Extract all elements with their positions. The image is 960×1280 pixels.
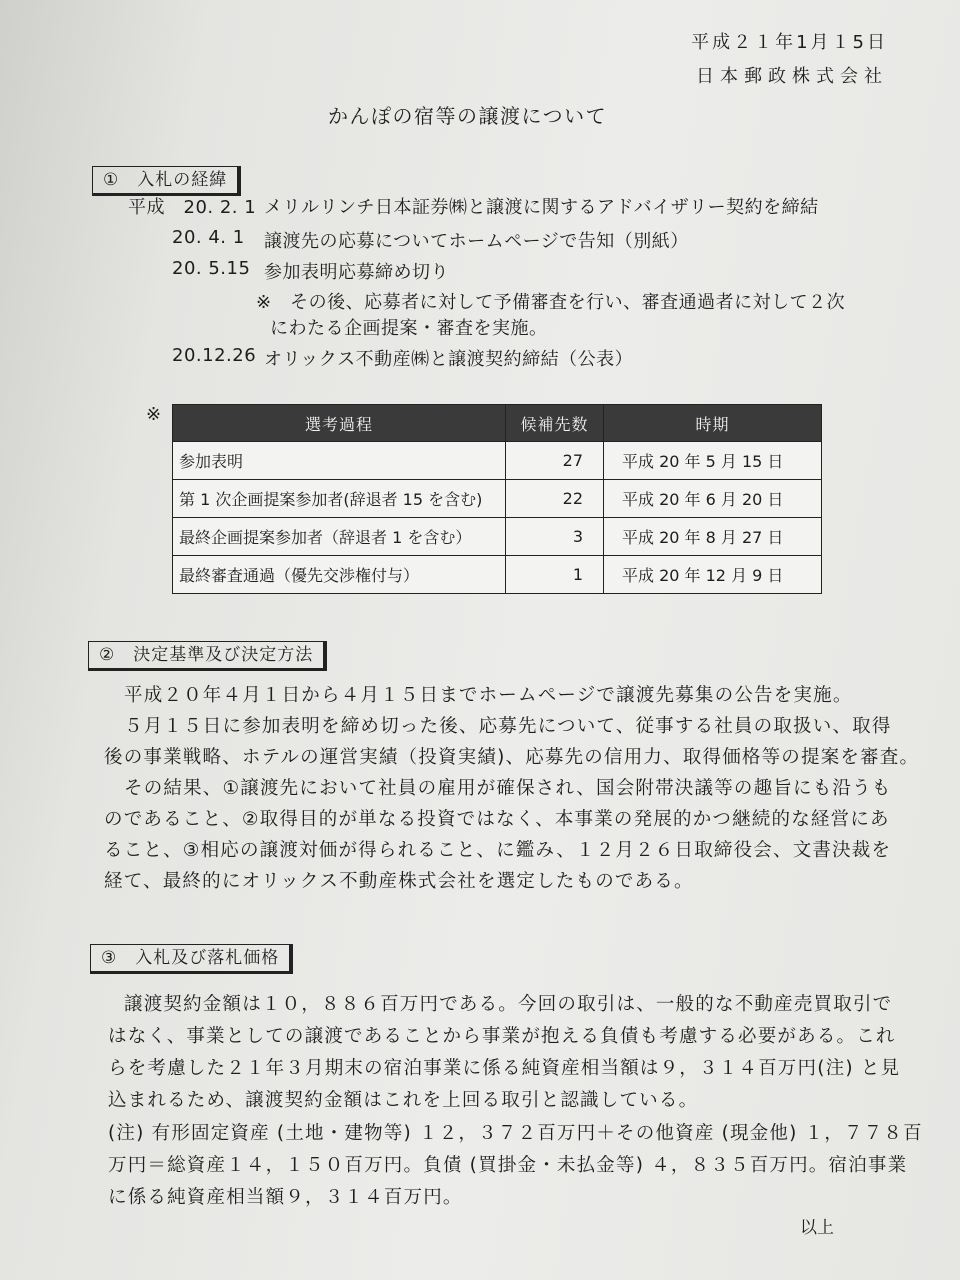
column-header-period: 時期 <box>604 405 822 442</box>
period-cell: 平成 20 年 8 月 27 日 <box>604 518 822 556</box>
event-date: 20. 4. 1 <box>172 227 245 248</box>
section2-heading: ② 決定基準及び決定方法 <box>88 641 327 671</box>
event-text: オリックス不動産㈱と譲渡契約締結（公表） <box>264 349 634 370</box>
event-date: 20. 5.15 <box>172 258 251 279</box>
stage-cell: 第 1 次企画提案参加者(辞退者 15 を含む) <box>173 480 506 518</box>
count-cell: 27 <box>506 442 604 480</box>
count-cell: 22 <box>506 480 604 518</box>
period-cell: 平成 20 年 6 月 20 日 <box>604 480 822 518</box>
table-note-mark: ※ <box>146 404 162 425</box>
footnote-line: に係る純資産相当額９，３１４百万円。 <box>108 1187 463 1208</box>
document-date: 平成２１年1月１5日 <box>691 32 888 53</box>
paragraph-line: らを考慮した２１年３月期末の宿泊事業に係る純資産相当額は９，３１４百万円(注) と見 <box>108 1058 901 1079</box>
table-row <box>173 480 822 518</box>
footnote-line: 万円＝総資産１４，１５０百万円。負債 (買掛金・未払金等) ４，８３５百万円。宿泊事業 <box>108 1155 908 1176</box>
event-text: 譲渡先の応募についてホームページで告知（別紙） <box>264 231 689 252</box>
column-header-count: 候補先数 <box>506 405 604 442</box>
document-title: かんぽの宿等の譲渡について <box>328 104 608 128</box>
paragraph-line: 込まれるため、譲渡契約金額はこれを上回る取引と認識している。 <box>108 1090 699 1111</box>
table-row <box>173 518 822 556</box>
table-row <box>173 442 822 480</box>
stage-cell: 最終審査通過（優先交渉権付与） <box>173 556 506 594</box>
paragraph-line: 譲渡契約金額は１０，８８６百万円である。今回の取引は、一般的な不動産売買取引で <box>124 994 893 1015</box>
event-text: メリルリンチ日本証券㈱と譲渡に関するアドバイザリー契約を締結 <box>264 197 819 218</box>
event-note-line: ※ その後、応募者に対して予備審査を行い、審査通過者に対して２次 <box>256 292 846 313</box>
event-date: 平成 20. 2. 1 <box>128 197 257 218</box>
paragraph-line: ５月１５日に参加表明を締め切った後、応募先について、従事する社員の取扱い、取得 <box>124 716 892 737</box>
paragraph-line: 後の事業戦略、ホテルの運営実績（投資実績)、応募先の信用力、取得価格等の提案を審査。 <box>104 747 920 768</box>
event-note-line: にわたる企画提案・審査を実施。 <box>270 318 548 339</box>
paragraph-line: のであること、②取得目的が単なる投資ではなく、本事業の発展的かつ継続的な経営にあ <box>104 809 890 830</box>
stage-cell: 最終企画提案参加者（辞退者 1 を含む） <box>173 518 506 556</box>
footnote-line: (注) 有形固定資産 (土地・建物等) １２，３７２百万円＋その他資産 (現金他) １，７７８百 <box>108 1123 923 1144</box>
column-header-stage: 選考過程 <box>173 405 506 442</box>
section1-heading: ① 入札の経緯 <box>92 166 241 196</box>
closing-mark: 以上 <box>800 1218 834 1238</box>
issuing-organization: 日本郵政株式会社 <box>696 66 888 87</box>
paragraph-line: はなく、事業としての譲渡であることから事業が抱える負債も考慮する必要がある。これ <box>108 1026 896 1047</box>
table-row <box>173 556 822 594</box>
stage-cell: 参加表明 <box>173 442 506 480</box>
count-cell: 1 <box>506 556 604 594</box>
count-cell: 3 <box>506 518 604 556</box>
period-cell: 平成 20 年 5 月 15 日 <box>604 442 822 480</box>
paragraph-line: 経て、最終的にオリックス不動産株式会社を選定したものである。 <box>104 871 694 892</box>
section3-heading: ③ 入札及び落札価格 <box>90 944 293 974</box>
event-text: 参加表明応募締め切り <box>264 262 449 283</box>
table-header-row <box>173 405 822 442</box>
paragraph-line: その結果、①譲渡先において社員の雇用が確保され、国会附帯決議等の趣旨にも沿うも <box>124 778 892 799</box>
period-cell: 平成 20 年 12 月 9 日 <box>604 556 822 594</box>
paragraph-line: ること、③相応の譲渡対価が得られること、に鑑み、１２月２６日取締役会、文書決裁を <box>104 840 892 861</box>
paragraph-line: 平成２０年４月１日から４月１５日までホームページで譲渡先募集の公告を実施。 <box>124 685 853 706</box>
selection-process-table <box>172 404 822 594</box>
event-date: 20.12.26 <box>172 345 257 366</box>
